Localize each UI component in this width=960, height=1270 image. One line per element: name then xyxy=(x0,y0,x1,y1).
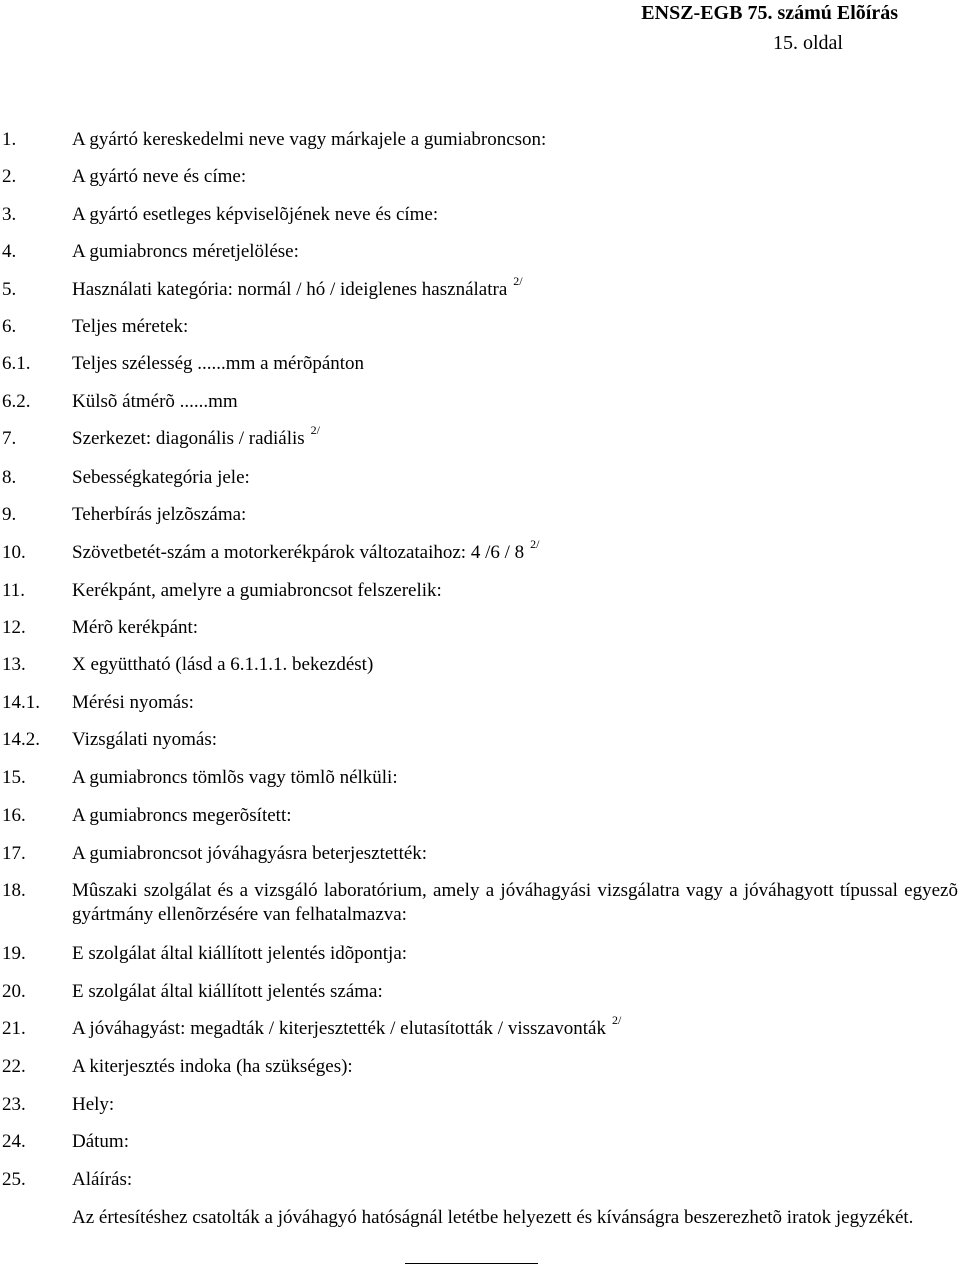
item-text: Dátum: xyxy=(72,1131,129,1152)
item-number: 14.2. xyxy=(2,729,40,750)
item-number: 17. xyxy=(2,843,26,864)
item-number: 6.2. xyxy=(2,391,31,412)
item-number: 12. xyxy=(2,617,26,638)
item-number: 8. xyxy=(2,467,17,488)
item-text: Vizsgálati nyomás: xyxy=(72,729,218,750)
page-number: 15. oldal xyxy=(773,32,843,54)
item-text: A gumiabroncs méretjelölése: xyxy=(72,241,299,262)
item-text: A gyártó esetleges képviselõjének neve és címe: xyxy=(72,204,439,225)
item-text: Mûszaki szolgálat és a vizsgáló laboratórium, amely a jóváhagyási vizsgálatra vagy a jóváhagyott típussal egyezõ gyártmány ellenõrzésére van felhatalmazva: xyxy=(72,880,958,925)
item-text: Mérõ kerékpánt: xyxy=(72,617,199,638)
footnote-ref: 2/ xyxy=(310,423,321,437)
item-number: 9. xyxy=(2,504,17,525)
item-text: A gumiabroncsot jóváhagyásra beterjesztették: xyxy=(72,843,428,864)
item-text: A gumiabroncs megerõsített: xyxy=(72,805,292,826)
item-number: 3. xyxy=(2,204,17,225)
footnote-divider xyxy=(405,1263,538,1264)
item-text: Teljes méretek: xyxy=(72,316,189,337)
item-text xyxy=(72,1013,958,1042)
item-text: E szolgálat által kiállított jelentés idõpontja: xyxy=(72,943,408,964)
document-title: ENSZ-EGB 75. számú Elõírás xyxy=(641,2,898,24)
item-number: 5. xyxy=(2,279,17,300)
item-text: Teherbírás jelzõszáma: xyxy=(72,504,247,525)
item-number: 6.1. xyxy=(2,353,31,374)
item-text xyxy=(72,423,958,452)
item-text: A gumiabroncs tömlõs vagy tömlõ nélküli: xyxy=(72,767,398,788)
item-number: 18. xyxy=(2,880,26,901)
item-text-content: Szerkezet: diagonális / radiális xyxy=(72,428,305,449)
item-number: 24. xyxy=(2,1131,26,1152)
item-text: A gyártó neve és címe: xyxy=(72,166,247,187)
item-text: A kiterjesztés indoka (ha szükséges): xyxy=(72,1056,353,1077)
item-number: 1. xyxy=(2,129,17,150)
item-text: Sebességkategória jele: xyxy=(72,467,250,488)
item-number: 2. xyxy=(2,166,17,187)
footnote-ref: 2/ xyxy=(611,1013,622,1027)
attachment-note-text: Az értesítéshez csatolták a jóváhagyó hatóságnál letétbe helyezett és kívánságra beszerezhetõ iratok jegyzékét. xyxy=(72,1207,914,1228)
item-text: E szolgálat által kiállított jelentés száma: xyxy=(72,981,383,1002)
item-text: Külsõ átmérõ ......mm xyxy=(72,391,238,412)
item-text: Hely: xyxy=(72,1094,115,1115)
item-number: 16. xyxy=(2,805,26,826)
item-number: 19. xyxy=(2,943,26,964)
item-number: 21. xyxy=(2,1018,26,1039)
item-text: Teljes szélesség ......mm a mérõpánton xyxy=(72,353,365,374)
item-text: Mérési nyomás: xyxy=(72,692,194,713)
item-text xyxy=(72,274,958,303)
footnote-ref: 2/ xyxy=(530,537,540,551)
item-text: X együttható (lásd a 6.1.1.1. bekezdést) xyxy=(72,654,374,675)
item-text-content: A jóváhagyást: megadták / kiterjesztették / elutasították / visszavonták xyxy=(72,1018,606,1039)
item-number: 7. xyxy=(2,428,17,449)
item-number: 10. xyxy=(2,542,26,563)
item-text: A gyártó kereskedelmi neve vagy márkajele a gumiabroncson: xyxy=(72,129,547,150)
item-number: 6. xyxy=(2,316,17,337)
footnote-ref: 2/ xyxy=(513,274,523,288)
item-text-content: Szövetbetét-szám a motorkerékpárok változataihoz: 4 /6 / 8 xyxy=(72,542,525,563)
item-text: Aláírás: xyxy=(72,1169,133,1190)
item-number: 14.1. xyxy=(2,692,40,713)
item-number: 4. xyxy=(2,241,17,262)
item-number: 22. xyxy=(2,1056,26,1077)
item-number: 13. xyxy=(2,654,26,675)
item-text: Kerékpánt, amelyre a gumiabroncsot felszerelik: xyxy=(72,580,442,601)
item-number: 15. xyxy=(2,767,26,788)
item-number: 23. xyxy=(2,1094,26,1115)
item-number: 11. xyxy=(2,580,26,601)
item-number: 25. xyxy=(2,1169,26,1190)
item-text xyxy=(72,537,958,566)
item-number: 20. xyxy=(2,981,26,1002)
item-text-content: Használati kategória: normál / hó / ideiglenes használatra xyxy=(72,279,508,300)
page-header xyxy=(641,0,898,56)
